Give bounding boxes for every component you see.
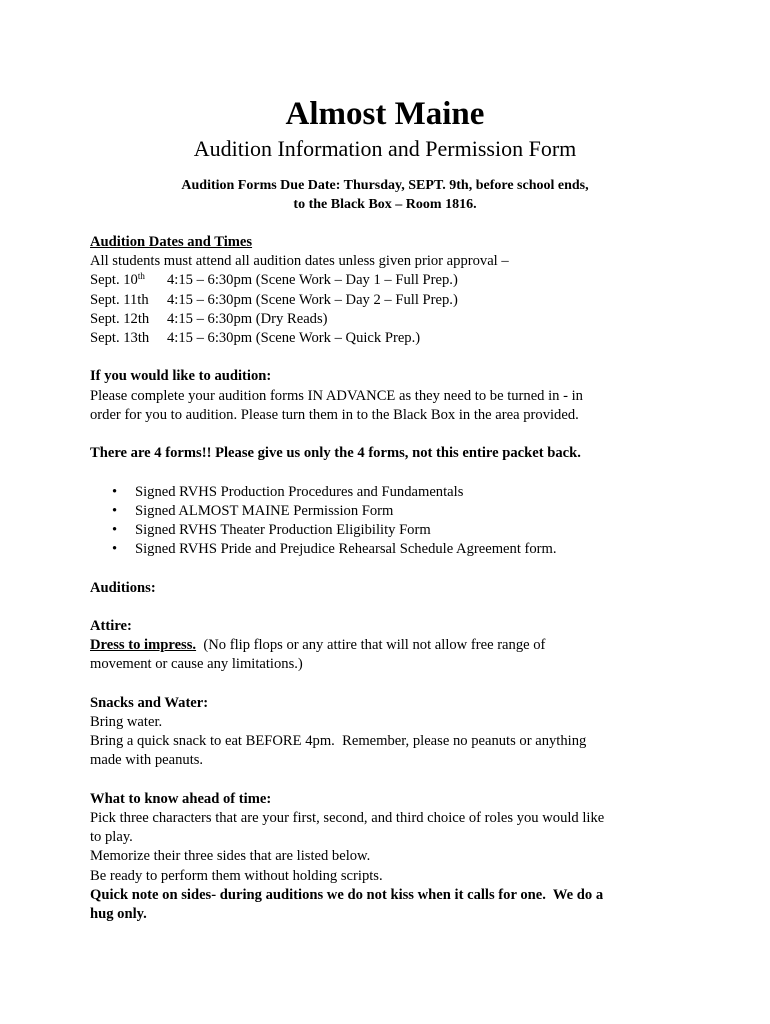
schedule-time: 4:15 – 6:30pm (Scene Work – Day 2 – Full Prep.) — [167, 291, 458, 308]
spacer — [90, 463, 690, 482]
due-date-notice — [0, 176, 770, 214]
sides-note: Quick note on sides- during auditions we do not kiss when it calls for one. We do a — [90, 886, 604, 903]
bullet-icon: • — [112, 502, 118, 519]
page-subtitle: Audition Information and Permission Form — [193, 136, 577, 161]
form-item-label: Signed RVHS Production Procedures and Fundamentals — [135, 483, 464, 500]
schedule-date: Sept. 12th — [90, 310, 150, 327]
schedule-row — [90, 329, 690, 348]
due-date-line-2: to the Black Box – Room 1816. — [293, 197, 477, 212]
audition-dates-heading: Audition Dates and Times — [90, 234, 253, 250]
spacer — [90, 771, 690, 790]
schedule-time: 4:15 – 6:30pm (Scene Work – Quick Prep.) — [167, 330, 421, 347]
bullet-icon: • — [112, 522, 118, 538]
prep-line: Pick three characters that are your first, second, and third choice of roles you would like — [90, 809, 605, 826]
schedule-date: Sept. 11th — [90, 291, 149, 308]
snacks-line: Bring water. — [90, 713, 163, 730]
prep-heading: What to know ahead of time: — [90, 790, 272, 807]
spacer — [90, 348, 690, 367]
spacer — [90, 425, 690, 444]
list-item — [90, 483, 690, 502]
page-title: Almost Maine — [285, 96, 485, 132]
form-item-label: Signed ALMOST MAINE Permission Form — [135, 502, 394, 519]
snacks-line: made with peanuts. — [90, 752, 204, 769]
forms-heading: There are 4 forms!! Please give us only the 4 forms, not this entire packet back. — [90, 445, 581, 462]
schedule-date-text: Sept. 10 — [90, 272, 138, 289]
prep-line: Memorize their three sides that are listed below. — [90, 848, 371, 865]
audition-info-line: Please complete your audition forms IN ADVANCE as they need to be turned in - in — [90, 387, 583, 404]
attire-heading: Attire: — [90, 617, 132, 634]
schedule-row — [90, 271, 690, 290]
attire-emphasis: Dress to impress. — [90, 637, 197, 654]
schedule-row — [90, 310, 690, 329]
snacks-heading: Snacks and Water: — [90, 694, 209, 711]
attire-line: movement or cause any limitations.) — [90, 656, 303, 673]
attire-line-rest: (No flip flops or any attire that will not allow free range of — [196, 637, 546, 654]
audition-dates-intro: All students must attend all audition dates unless given prior approval – — [90, 253, 509, 270]
attire-line — [90, 636, 690, 655]
schedule-time: 4:15 – 6:30pm (Dry Reads) — [167, 310, 328, 327]
spacer — [90, 675, 690, 694]
prep-line: Be ready to perform them without holding scripts. — [90, 867, 383, 884]
schedule-row — [90, 291, 690, 310]
list-item — [90, 540, 690, 559]
list-item — [90, 521, 690, 540]
form-item-label: Signed RVHS Pride and Prejudice Rehearsal Schedule Agreement form. — [135, 541, 557, 558]
form-item-label: Signed RVHS Theater Production Eligibility Form — [135, 522, 431, 538]
audition-info-heading: If you would like to audition: — [90, 368, 272, 385]
snacks-line: Bring a quick snack to eat BEFORE 4pm. Remember, please no peanuts or anything — [90, 733, 587, 750]
prep-line: to play. — [90, 829, 133, 846]
schedule-date — [90, 271, 167, 290]
auditions-heading: Auditions: — [90, 579, 156, 596]
list-item — [90, 502, 690, 521]
bullet-icon: • — [112, 541, 118, 558]
schedule-date-suffix: th — [137, 271, 145, 282]
schedule-date: Sept. 13th — [90, 330, 150, 347]
audition-info-line: order for you to audition. Please turn them in to the Black Box in the area provided. — [90, 406, 579, 423]
due-date-line-1: Audition Forms Due Date: Thursday, SEPT. 9th, before school ends, — [181, 178, 589, 193]
bullet-icon: • — [112, 483, 118, 500]
schedule-time: 4:15 – 6:30pm (Scene Work – Day 1 – Full Prep.) — [167, 272, 458, 289]
sides-note: hug only. — [90, 906, 147, 922]
spacer — [90, 559, 690, 578]
forms-list — [90, 483, 690, 560]
document-body — [90, 233, 690, 924]
spacer — [90, 598, 690, 617]
